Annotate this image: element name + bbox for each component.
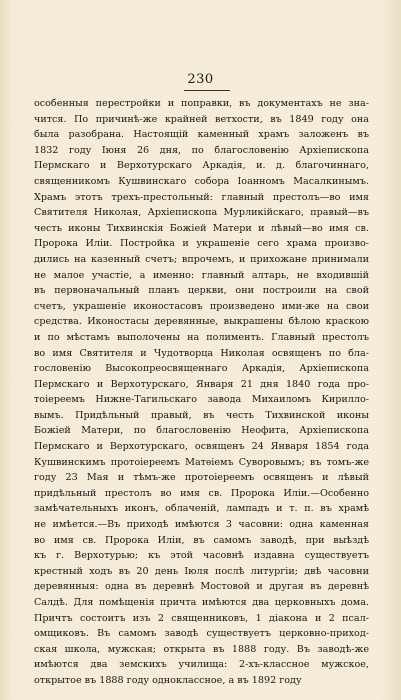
body-text — [34, 96, 369, 689]
text-line: гословенію Высокопреосвященнаго Аркадія, Архіепископа — [34, 363, 369, 375]
text-line: во имя св. Пророка Иліи, въ самомъ заводѣ, при выѣздѣ — [34, 534, 369, 546]
text-line: омщиковъ. Въ самомъ заводѣ существуетъ церковно-приход- — [34, 628, 369, 640]
text-line: ская школа, мужская; открыта въ 1888 году. Въ заводѣ-же — [34, 643, 369, 655]
text-line: Святителя Николая, Архіепископа Мурликійскаго, правый—въ — [34, 207, 369, 219]
text-line: въ первоначальный планъ церкви, они построили на свой — [34, 285, 369, 297]
text-line: счетъ, украшеніе иконостасовъ произведено ими-же на свои — [34, 300, 369, 312]
text-line: Салдѣ. Для помѣщенія причта имѣются два церковныхъ дома. — [34, 597, 369, 608]
text-line: была разобрана. Настоящій каменный храмъ заложенъ въ — [34, 129, 369, 141]
text-line: Храмъ этотъ трехъ-престольный: главный престолъ—во имя — [34, 191, 369, 203]
text-line: Причтъ состоитъ изъ 2 священниковъ, 1 діакона и 2 псал- — [34, 612, 369, 624]
text-line: не малое участіе, а именно: главный алтарь, не входившій — [34, 269, 369, 281]
text-line: чится. По причинѣ-же крайней ветхости, въ 1849 году она — [34, 113, 369, 125]
text-line: не имѣется.—Въ приходѣ имѣются 3 часовни: одна каменная — [34, 519, 369, 531]
text-line: придѣльный престолъ во имя св. Пророка Иліи.—Особенно — [34, 487, 369, 499]
text-line: къ г. Верхотурью; къ этой часовнѣ издавна существуетъ — [34, 550, 369, 562]
text-line: особенныя перестройки и поправки, въ документахъ не зна- — [34, 98, 369, 109]
header-rule — [184, 90, 230, 91]
text-line: крестный ходъ въ 20 день Іюля послѣ литургіи; двѣ часовни — [34, 565, 369, 577]
text-line: тоіереемъ Нижне-Тагильскаго завода Михаиломъ Кирилло- — [34, 394, 369, 406]
text-line: замѣчательныхъ иконъ, облаченій, лампадъ и т. п. въ храмѣ — [34, 503, 369, 515]
text-line: средства. Иконостасы деревянные, выкрашены бѣлою краскою — [34, 316, 369, 328]
text-line: вымъ. Придѣльный правый, въ честь Тихвинской иконы — [34, 409, 369, 421]
text-line: открытое въ 1888 году одноклассное, а въ 1892 году — [34, 674, 302, 686]
text-line: священникомъ Кушвинскаго собора Іоанномъ Масалкинымъ. — [34, 175, 369, 187]
text-line: году 23 Мая и тѣмъ-же протоіереемъ освященъ и лѣвый — [34, 472, 369, 484]
text-line: Пророка Иліи. Постройка и украшеніе сего храма произво- — [34, 238, 369, 250]
text-line: Пермскаго и Верхотурскаго Аркадія, и. д. благочиннаго, — [34, 160, 369, 172]
text-line: имѣются два земскихъ училища: 2-хъ-классное мужское, — [34, 659, 369, 671]
text-line: 1832 году Іюня 26 дня, по благословенію Архіепископа — [34, 144, 369, 156]
text-line: во имя Святителя и Чудотворца Николая освященъ по бла- — [34, 347, 369, 359]
text-line: дились на казенный счетъ; впрочемъ, и прихожане принимали — [34, 253, 369, 265]
text-line: Божіей Матери, по благословенію Неофита, Архіепископа — [34, 425, 369, 437]
text-line: Пермскаго и Верхотурскаго, освященъ 24 Января 1854 года — [34, 441, 369, 453]
text-line: честь иконы Тихвинскія Божіей Матери и лѣвый—во имя св. — [34, 222, 369, 234]
text-line: и по мѣстамъ выполочены на полименть. Главный престолъ — [34, 331, 369, 343]
text-line: Кушвинскимъ протоіереемъ Матѳіемъ Суворовымъ; въ томъ-же — [34, 456, 369, 468]
text-line: деревянныя: одна въ деревнѣ Мостовой и другая въ деревнѣ — [34, 581, 369, 593]
page-number: 230 — [187, 72, 214, 87]
text-line: Пермскаго и Верхотурскаго, Января 21 дня 1840 года про- — [34, 378, 369, 390]
